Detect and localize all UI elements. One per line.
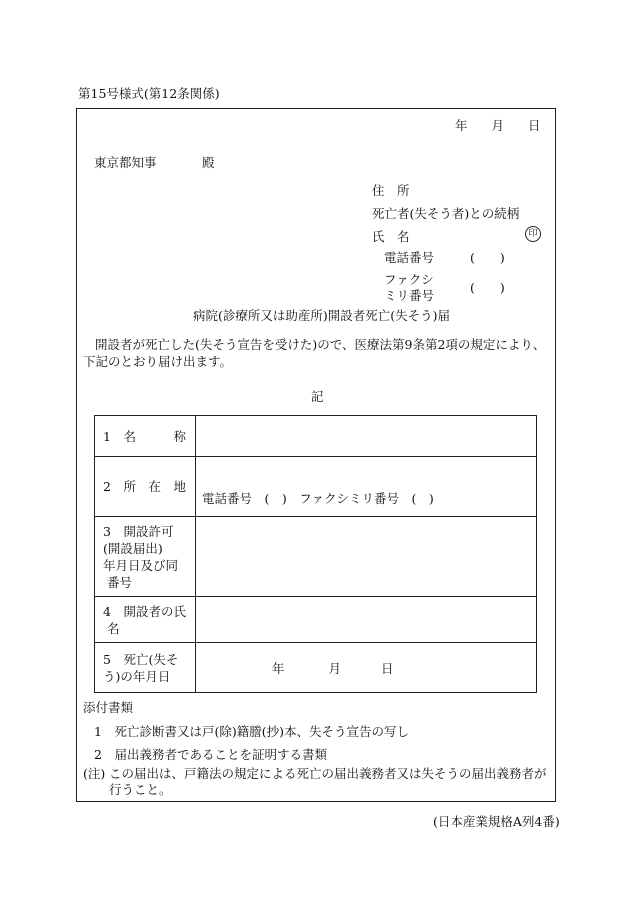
address-label: 住 所 — [372, 183, 410, 198]
table-row — [95, 643, 537, 693]
relation-label: 死亡者(失そう者)との続柄 — [372, 206, 520, 221]
death-year-label: 年 — [272, 660, 285, 676]
row-label-name: 1 名 称 — [95, 416, 196, 457]
document-title: 病院(診療所又は助産所)開設者死亡(失そう)届 — [193, 308, 451, 323]
row-value-death-date[interactable] — [196, 643, 537, 693]
attachment-item-2: 2 届出義務者であることを証明する書類 — [94, 747, 327, 762]
table-row — [95, 597, 537, 643]
submission-date — [455, 116, 541, 134]
date-month-label: 月 — [491, 118, 505, 133]
note — [83, 766, 551, 798]
date-day-label: 日 — [528, 118, 541, 133]
note-label: (注) — [83, 766, 106, 781]
honorific: 殿 — [202, 155, 215, 170]
date-year-label: 年 — [455, 118, 468, 133]
addressee: 東京都知事 — [94, 155, 157, 170]
row-value-location[interactable] — [196, 457, 537, 517]
location-phone-fax: 電話番号 ( ) ファクシミリ番号 ( ) — [202, 490, 434, 506]
row-value-name[interactable] — [196, 416, 537, 457]
table-row — [95, 416, 537, 457]
attachments-heading: 添付書類 — [83, 700, 134, 715]
seal-mark: 印 — [525, 226, 541, 242]
ki-heading: 記 — [311, 389, 324, 404]
row-value-permit[interactable] — [196, 517, 537, 597]
form-number: 第15号様式(第12条関係) — [78, 86, 220, 101]
row-label-founder: 4 開設者の氏 名 — [95, 597, 196, 643]
paper-size-note: (日本産業規格A列4番) — [433, 814, 560, 829]
attachment-item-1: 1 死亡診断書又は戸(除)籍謄(抄)本、失そう宣告の写し — [94, 724, 409, 739]
row-label-permit: 3 開設許可 (開設届出) 年月日及び同 番号 — [95, 517, 196, 597]
death-month-label: 月 — [328, 660, 342, 676]
row-label-death-date: 5 死亡(失そ う)の年月日 — [95, 643, 196, 693]
death-day-label: 日 — [381, 660, 394, 676]
phone-label: 電話番号 — [384, 250, 435, 265]
row-label-location: 2 所 在 地 — [95, 457, 196, 517]
details-table — [94, 415, 537, 693]
table-row — [95, 517, 537, 597]
row-value-founder[interactable] — [196, 597, 537, 643]
phone-paren: ( ) — [470, 250, 505, 265]
body-text: 開設者が死亡した(失そう宣告を受けた)ので、医療法第9条第2項の規定により、下記のとおり届け出ます。 — [83, 337, 546, 369]
name-label: 氏 名 — [372, 229, 410, 244]
table-row — [95, 457, 537, 517]
fax-label-line1: ファクシ — [384, 272, 434, 287]
fax-label-line2: ミリ番号 — [384, 288, 435, 303]
note-text: この届出は、戸籍法の規定による死亡の届出義務者又は失そうの届出義務者が行うこと。 — [109, 766, 547, 797]
fax-paren: ( ) — [470, 280, 505, 295]
